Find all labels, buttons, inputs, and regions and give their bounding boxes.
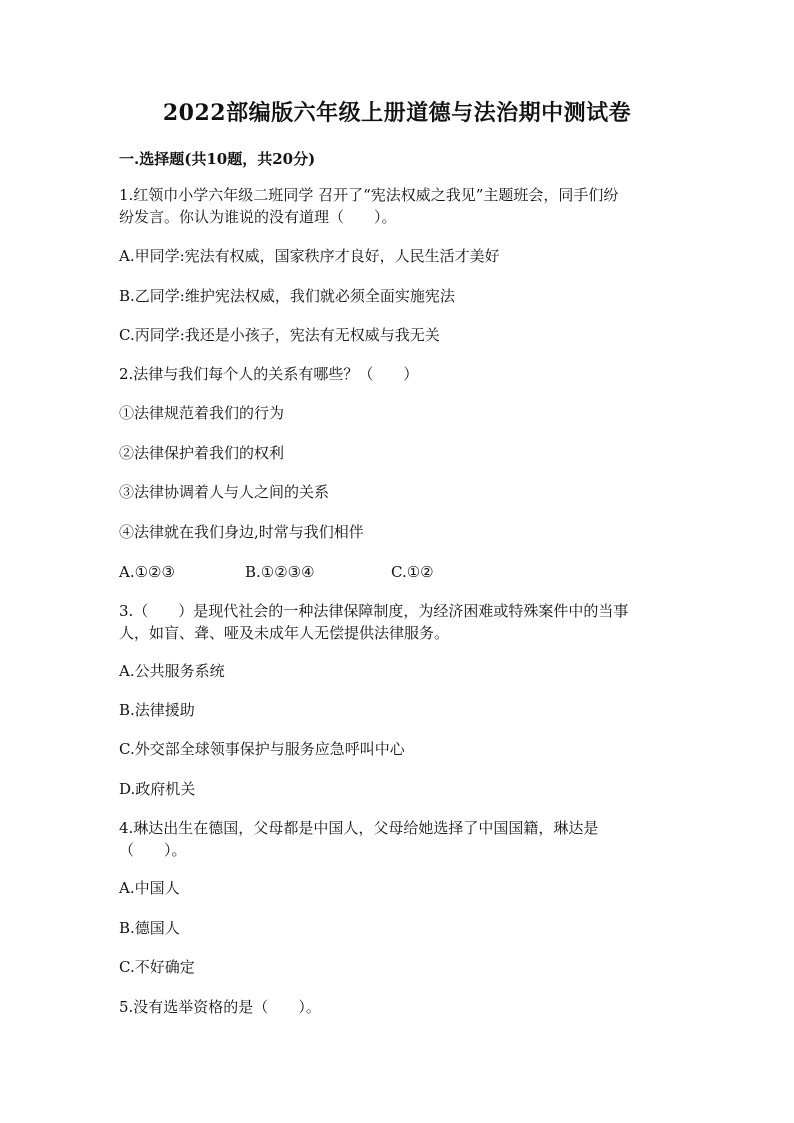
question-4-line-1: 4.琳达出生在德国，父母都是中国人，父母给她选择了中国国籍，琳达是 xyxy=(119,819,599,837)
question-2-option-a: A.①②③ xyxy=(119,563,175,581)
question-2-item-4: ④法律就在我们身边,时常与我们相伴 xyxy=(119,523,364,541)
question-1-option-c: C.丙同学:我还是小孩子，宪法有无权威与我无关 xyxy=(119,326,440,344)
question-2-option-b: B.①②③④ xyxy=(245,563,315,581)
question-1-line-2: 纷发言。你认为谁说的没有道理（ ）。 xyxy=(119,208,397,226)
question-3-line-2: 人，如盲、聋、哑及未成年人无偿提供法律服务。 xyxy=(119,624,450,642)
question-3-option-b: B.法律援助 xyxy=(119,701,195,719)
question-3-option-c: C.外交部全球领事保护与服务应急呼叫中心 xyxy=(119,740,405,758)
section-heading: 一.选择题(共10题，共20分) xyxy=(119,150,316,168)
question-2-item-2: ②法律保护着我们的权利 xyxy=(119,444,285,462)
question-5-line-1: 5.没有选举资格的是（ ）。 xyxy=(119,998,321,1016)
question-3-line-1: 3.（ ）是现代社会的一种法律保障制度，为经济困难或特殊案件中的当事 xyxy=(119,602,629,620)
question-4-option-c: C.不好确定 xyxy=(119,958,195,976)
question-1-option-b: B.乙同学:维护宪法权威，我们就必须全面实施宪法 xyxy=(119,287,455,305)
question-2-item-3: ③法律协调着人与人之间的关系 xyxy=(119,483,330,501)
question-4-option-a: A.中国人 xyxy=(119,879,180,897)
question-2-options xyxy=(119,561,434,583)
question-3-option-a: A.公共服务系统 xyxy=(119,662,225,680)
page-title: 2022部编版六年级上册道德与法治期中测试卷 xyxy=(162,100,632,126)
question-3-option-d: D.政府机关 xyxy=(119,780,196,798)
question-2-line-1: 2.法律与我们每个人的关系有哪些？（ ） xyxy=(119,365,419,383)
question-4-line-2: （ ）。 xyxy=(119,841,187,859)
question-1-line-1: 1.红领巾小学六年级二班同学 召开了“宪法权威之我见”主题班会，同手们纷 xyxy=(119,186,619,204)
question-4-option-b: B.德国人 xyxy=(119,919,180,937)
question-2-item-1: ①法律规范着我们的行为 xyxy=(119,404,285,422)
question-2-option-c: C.①② xyxy=(391,563,434,581)
question-1-option-a: A.甲同学:宪法有权威，国家秩序才良好，人民生活才美好 xyxy=(119,247,500,265)
